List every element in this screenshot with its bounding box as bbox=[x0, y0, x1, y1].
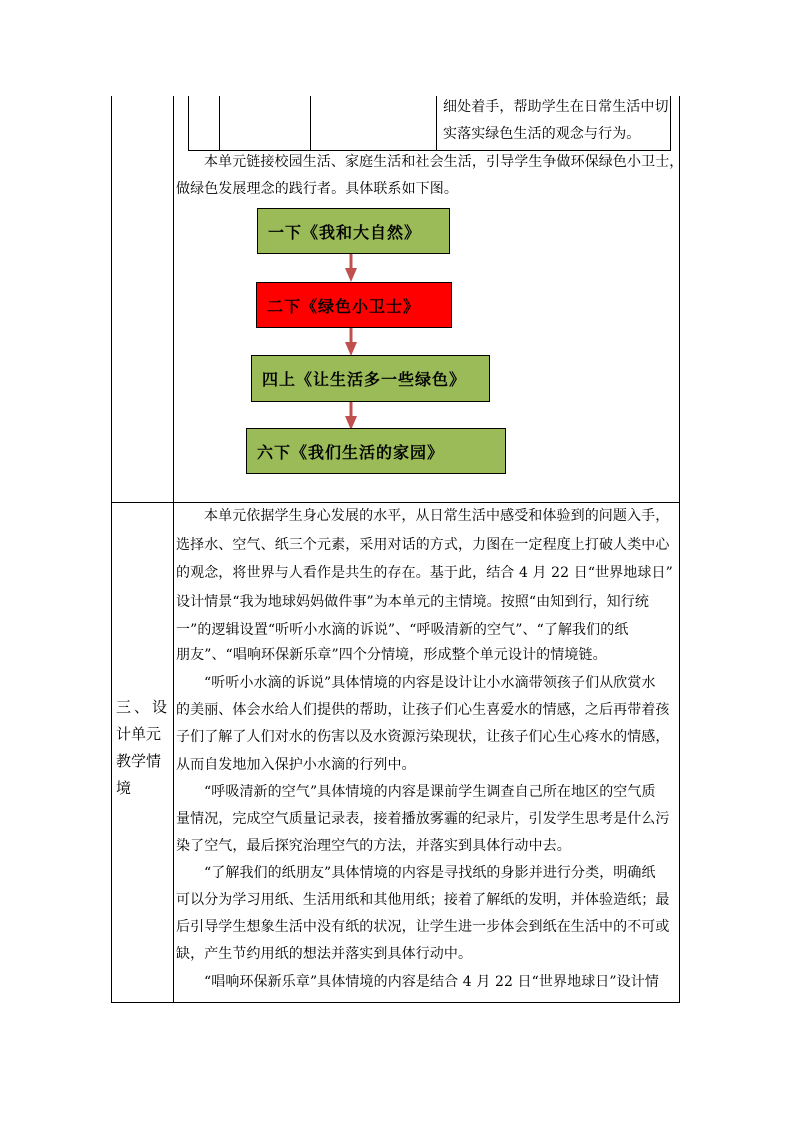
body-line-2: 选择水、空气、纸三个元素，采用对话的方式，力图在一定程度上打破人类中心 bbox=[176, 537, 670, 553]
table-left-border bbox=[111, 96, 112, 1003]
flow-box-3: 四上《让生活多一些绿色》 bbox=[251, 355, 490, 402]
body-line-3: 的观念，将世界与人看作是共生的存在。基于此，结合 4 月 22 日“世界地球日” bbox=[176, 565, 673, 581]
body-line-11: “呼吸清新的空气”具体情境的内容是课前学生调查自己所在地区的空气质 bbox=[204, 784, 656, 800]
section3-label-line-1: 三、设 bbox=[116, 698, 171, 716]
nested-col-divider-3 bbox=[436, 96, 437, 151]
flow-box-4: 六下《我们生活的家园》 bbox=[246, 428, 506, 474]
intro-line-2: 做绿色发展理念的践行者。具体联系如下图。 bbox=[176, 181, 458, 197]
body-line-15: 可以分为学习用纸、生活用纸和其他用纸；接着了解纸的发明，并体验造纸；最 bbox=[176, 892, 670, 908]
table-right-border bbox=[679, 96, 680, 1003]
nested-cell-line-2: 实落实绿色生活的观念与行为。 bbox=[443, 126, 641, 142]
body-line-9: 子们了解了人们对水的伤害以及水资源污染现状，让孩子们心生心疼水的情感， bbox=[176, 729, 670, 745]
nested-cell-line-1: 细处着手，帮助学生在日常生活中切 bbox=[443, 99, 669, 115]
nested-col-divider-2 bbox=[310, 96, 311, 151]
body-line-4: 设计情景“我为地球妈妈做件事”为本单元的主情境。按照“由知到行，知行统 bbox=[176, 594, 649, 610]
flow-box-1: 一下《我和大自然》 bbox=[257, 208, 450, 254]
body-line-14: “了解我们的纸朋友”具体情境的内容是寻找纸的身影并进行分类，明确纸 bbox=[204, 865, 656, 881]
flow-box-2: 二下《绿色小卫士》 bbox=[256, 282, 452, 328]
nested-left-border bbox=[188, 96, 189, 151]
body-line-7: “听听小水滴的诉说”具体情境的内容是设计让小水滴带领孩子们从欣赏水 bbox=[204, 675, 656, 691]
flow-arrow-3 bbox=[345, 402, 357, 430]
body-line-8: 的美丽、体会水给人们提供的帮助，让孩子们心生喜爱水的情感，之后再带着孩 bbox=[176, 702, 670, 718]
body-line-18: “唱响环保新乐章”具体情境的内容是结合 4 月 22 日“世界地球日”设计情 bbox=[204, 974, 659, 990]
body-line-12: 量情况，完成空气质量记录表，接着播放雾霾的纪录片，引发学生思考是什么污 bbox=[176, 811, 670, 827]
section3-label bbox=[116, 694, 172, 802]
section3-label-line-4: 境 bbox=[116, 779, 132, 797]
section3-label-line-3: 教学情 bbox=[116, 752, 162, 770]
nested-right-border bbox=[670, 96, 671, 151]
table-column-divider bbox=[173, 96, 174, 1003]
body-line-5: 一”的逻辑设置“听听小水滴的诉说”、“呼吸清新的空气”、“了解我们的纸 bbox=[176, 622, 629, 638]
body-line-13: 染了空气，最后探究治理空气的方法，并落实到具体行动中去。 bbox=[176, 838, 571, 854]
body-line-16: 后引导学生想象生活中没有纸的状况，让学生进一步体会到纸在生活中的不可或 bbox=[176, 919, 670, 935]
body-line-10: 从而自发地加入保护小水滴的行列中。 bbox=[176, 757, 416, 773]
flow-arrow-1 bbox=[345, 254, 357, 282]
nested-col-divider-1 bbox=[219, 96, 220, 151]
section3-label-line-2: 计单元 bbox=[116, 725, 162, 743]
body-line-17: 缺，产生节约用纸的想法并落实到具体行动中。 bbox=[176, 946, 473, 962]
flow-arrow-2 bbox=[345, 328, 357, 356]
intro-line-1: 本单元链接校园生活、家庭生活和社会生活，引导学生争做环保绿色小卫士， bbox=[204, 154, 684, 170]
table-bottom-border bbox=[111, 1002, 680, 1003]
body-line-1: 本单元依据学生身心发展的水平，从日常生活中感受和体验到的问题入手， bbox=[204, 508, 670, 524]
body-line-6: 朋友”、“唱响环保新乐章”四个分情境，形成整个单元设计的情境链。 bbox=[176, 647, 607, 663]
